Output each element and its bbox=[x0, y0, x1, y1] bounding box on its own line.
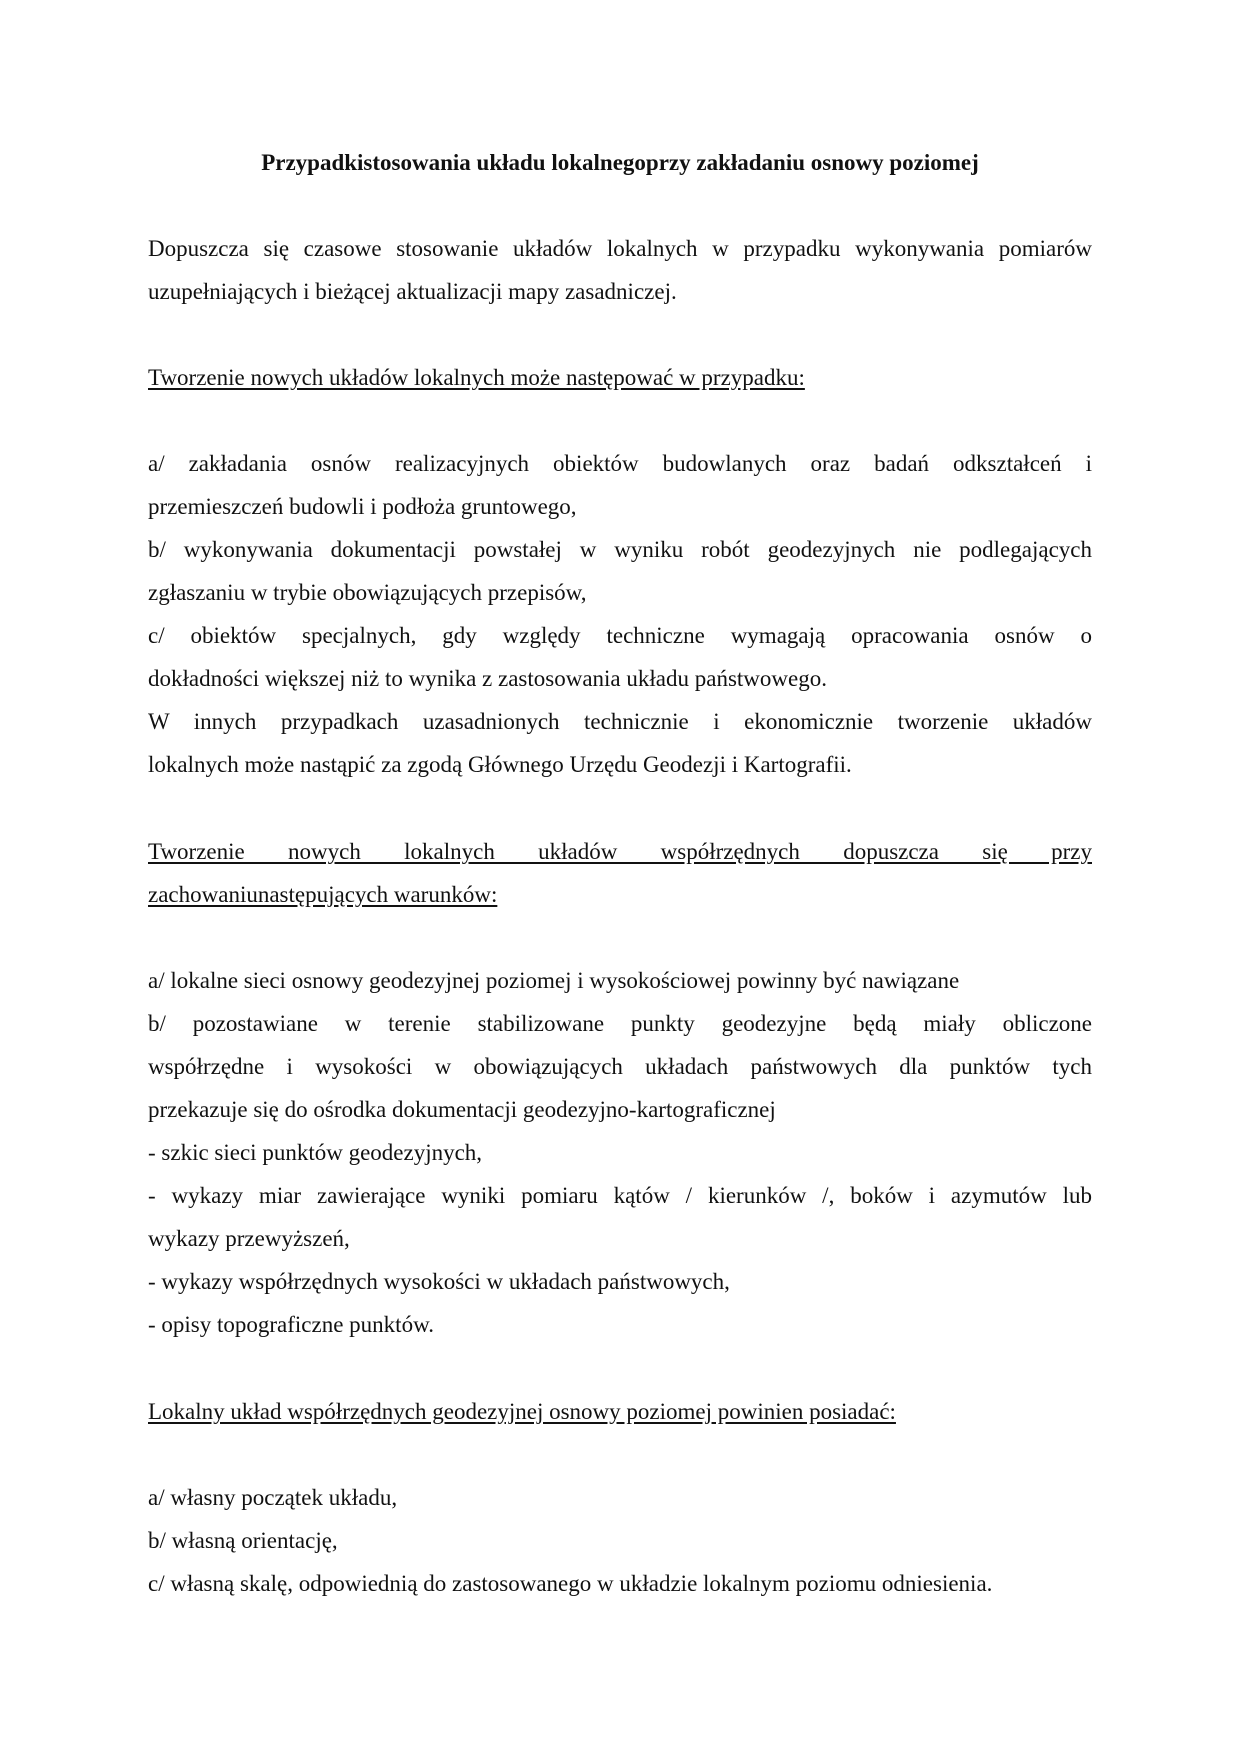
list-item-line: dokładności większej niż to wynika z zastosowania układu państwowego. bbox=[148, 666, 827, 691]
section1-heading: Tworzenie nowych układów lokalnych może następować w przypadku: bbox=[148, 365, 805, 390]
list-item-line: - wykazy miar zawierające wyniki pomiaru kątów / kierunków /, boków i azymutów lub bbox=[148, 1183, 1092, 1208]
intro-line: uzupełniających i bieżącej aktualizacji mapy zasadniczej. bbox=[148, 279, 677, 304]
list-item-line: przemieszczeń budowli i podłoża gruntowego, bbox=[148, 494, 577, 519]
list-item-line: a/ zakładania osnów realizacyjnych obiektów budowlanych oraz badań odkształceń i bbox=[148, 451, 1092, 476]
list-item-line: zgłaszaniu w trybie obowiązujących przepisów, bbox=[148, 580, 587, 605]
section1-heading-block bbox=[148, 356, 1092, 399]
section2-heading-line: zachowaniunastępujących warunków: bbox=[148, 882, 498, 907]
section1-list bbox=[148, 442, 1092, 786]
list-item-line: - wykazy współrzędnych wysokości w układach państwowych, bbox=[148, 1269, 730, 1294]
list-item-line: W innych przypadkach uzasadnionych technicznie i ekonomicznie tworzenie układów bbox=[148, 709, 1092, 734]
list-item-line: lokalnych może nastąpić za zgodą Głównego Urzędu Geodezji i Kartografii. bbox=[148, 752, 852, 777]
list-item-line: c/ obiektów specjalnych, gdy względy techniczne wymagają opracowania osnów o bbox=[148, 623, 1092, 648]
section2-list bbox=[148, 959, 1092, 1346]
section2-heading-line: Tworzenie nowych lokalnych układów współrzędnych dopuszcza się przy bbox=[148, 839, 1092, 864]
list-item-line: - opisy topograficzne punktów. bbox=[148, 1312, 434, 1337]
list-item-line: przekazuje się do ośrodka dokumentacji geodezyjno-kartograficznej bbox=[148, 1097, 776, 1122]
list-item-line: a/ lokalne sieci osnowy geodezyjnej poziomej i wysokościowej powinny być nawiązane bbox=[148, 968, 960, 993]
section2-heading-block bbox=[148, 830, 1092, 916]
section3-heading-block bbox=[148, 1390, 1092, 1433]
section3-heading: Lokalny układ współrzędnych geodezyjnej osnowy poziomej powinien posiadać: bbox=[148, 1399, 896, 1424]
intro-line: Dopuszcza się czasowe stosowanie układów lokalnych w przypadku wykonywania pomiarów bbox=[148, 236, 1092, 261]
list-item-line: wykazy przewyższeń, bbox=[148, 1226, 350, 1251]
section3-list bbox=[148, 1476, 1092, 1605]
list-item-line: b/ wykonywania dokumentacji powstałej w wyniku robót geodezyjnych nie podlegających bbox=[148, 537, 1092, 562]
list-item-line: b/ pozostawiane w terenie stabilizowane punkty geodezyjne będą miały obliczone bbox=[148, 1011, 1092, 1036]
list-item-line: c/ własną skalę, odpowiednią do zastosowanego w układzie lokalnym poziomu odniesienia. bbox=[148, 1571, 993, 1596]
list-item-line: b/ własną orientację, bbox=[148, 1528, 338, 1553]
list-item-line: współrzędne i wysokości w obowiązujących układach państwowych dla punktów tych bbox=[148, 1054, 1092, 1079]
intro-paragraph bbox=[148, 227, 1092, 313]
list-item-line: a/ własny początek układu, bbox=[148, 1485, 398, 1510]
list-item-line: - szkic sieci punktów geodezyjnych, bbox=[148, 1140, 483, 1165]
document-title: Przypadkistosowania układu lokalnegoprzy zakładaniu osnowy poziomej bbox=[261, 150, 979, 175]
